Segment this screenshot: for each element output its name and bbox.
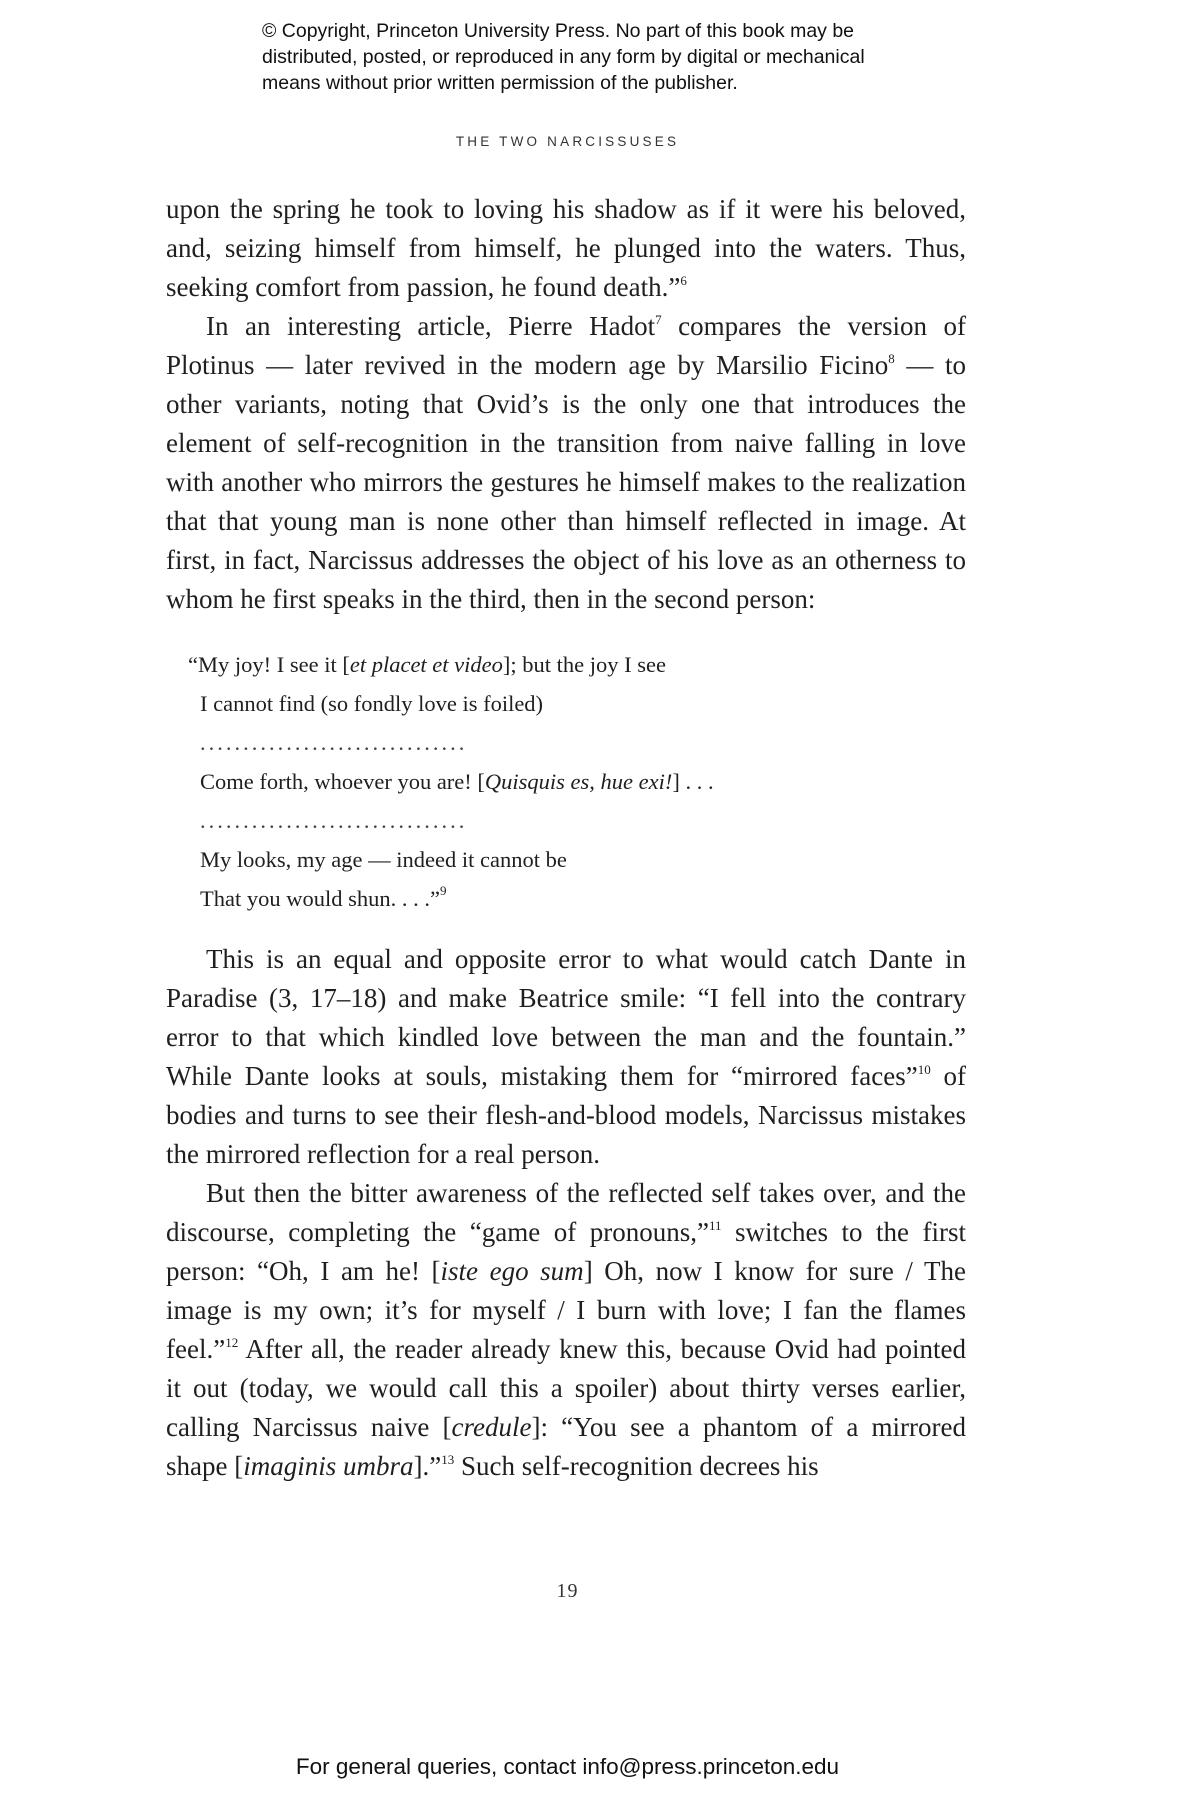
paragraph-text: But then the bitter awareness of the reflected self takes over, and the discourse, completing the “game of pronouns,” bbox=[166, 1178, 966, 1247]
paragraph bbox=[166, 940, 966, 1174]
latin-phrase: iste ego sum bbox=[440, 1256, 584, 1286]
footnote-ref[interactable]: 9 bbox=[439, 883, 447, 898]
footnote-ref[interactable]: 11 bbox=[708, 1218, 722, 1233]
page-number: 19 bbox=[556, 1580, 579, 1602]
paragraph-text: — to other variants, noting that Ovid’s is the only one that introduces the element of self-recognition in the transition from naive falling in love with another who mirrors the gestures he himself makes to the realization that that young man is none other than himself reflected in image. At first, in fact, Narcissus addresses the object of his love as an otherness to whom he first speaks in the third, then in the second person: bbox=[166, 350, 966, 614]
copyright-line: distributed, posted, or reproduced in any form by digital or mechanical bbox=[262, 46, 865, 68]
ellipsis-line: ............................... bbox=[200, 730, 468, 755]
copyright-line: © Copyright, Princeton University Press. No part of this book may be bbox=[262, 20, 855, 42]
paragraph bbox=[166, 307, 966, 619]
paragraph-text: ] Oh, now I know for sure / The image is my own; it’s for myself / I burn with love; I fan the flames feel.” bbox=[166, 1256, 966, 1364]
paragraph-text: Such self-recognition decrees his bbox=[454, 1451, 819, 1481]
ellipsis-line: ............................... bbox=[200, 808, 468, 833]
footnote-ref[interactable]: 10 bbox=[917, 1062, 931, 1077]
paragraph-text: of bodies and turns to see their flesh-and-blood models, Narcissus mistakes the mirrored reflection for a real person. bbox=[166, 1061, 966, 1169]
footnote-ref[interactable]: 7 bbox=[655, 312, 662, 327]
paragraph-text: After all, the reader already knew this, because Ovid had pointed it out (today, we would call this a spoiler) about thirty verses earlier, calling Narcissus naive [ bbox=[166, 1334, 966, 1442]
paragraph-text: ].” bbox=[413, 1451, 442, 1481]
latin-phrase: et placet et video bbox=[349, 652, 503, 677]
quote-line: Come forth, whoever you are! [Quisquis es, hue exi!] . . . bbox=[200, 769, 714, 794]
block-quote bbox=[188, 645, 966, 918]
footnote-ref[interactable]: 13 bbox=[441, 1452, 455, 1467]
running-head: THE TWO NARCISSUSES bbox=[455, 134, 680, 149]
paragraph-text: upon the spring he took to loving his shadow as if it were his beloved, and, seizing himself from himself, he plunged into the waters. Thus, seeking comfort from passion, he found death.” bbox=[166, 194, 966, 302]
paragraph-text: compares the version of Plotinus — later revived in the modern age by Marsilio Ficino bbox=[166, 311, 966, 380]
footnote-ref[interactable]: 6 bbox=[680, 273, 687, 288]
footnote-ref[interactable]: 8 bbox=[888, 351, 895, 366]
copyright-line: means without prior written permission of the publisher. bbox=[262, 72, 738, 94]
paragraph-text: This is an equal and opposite error to what would catch Dante in Paradise (3, 17–18) and make Beatrice smile: “I fell into the contrary error to that which kindled love between the man and the fountain.” While Dante looks at souls, mistaking them for “mirrored faces” bbox=[166, 944, 966, 1091]
quote-line: That you would shun. . . .”$^9$ bbox=[200, 883, 447, 911]
paragraph-text: ]: “You see a phantom of a mirrored shape [ bbox=[166, 1412, 966, 1481]
paragraph-text: In an interesting article, Pierre Hadot bbox=[206, 311, 656, 341]
latin-phrase: imaginis umbra bbox=[243, 1451, 414, 1481]
footnote-ref[interactable]: 12 bbox=[225, 1335, 239, 1350]
quote-line: My looks, my age — indeed it cannot be bbox=[200, 847, 567, 872]
quote-line: I cannot find (so fondly love is foiled) bbox=[200, 691, 544, 716]
paragraph bbox=[166, 1174, 966, 1486]
quote-line: “My joy! I see it [et placet et video]; but the joy I see bbox=[188, 652, 666, 677]
copyright-notice bbox=[262, 18, 1002, 96]
latin-phrase: Quisquis es, hue exi! bbox=[484, 769, 673, 794]
latin-phrase: credule bbox=[451, 1412, 532, 1442]
paragraph bbox=[166, 190, 966, 307]
footer-contact: For general queries, contact info@press.princeton.edu bbox=[295, 1754, 840, 1779]
main-text bbox=[166, 190, 966, 1486]
paragraph-text: switches to the first person: “Oh, I am he! [ bbox=[166, 1217, 966, 1286]
